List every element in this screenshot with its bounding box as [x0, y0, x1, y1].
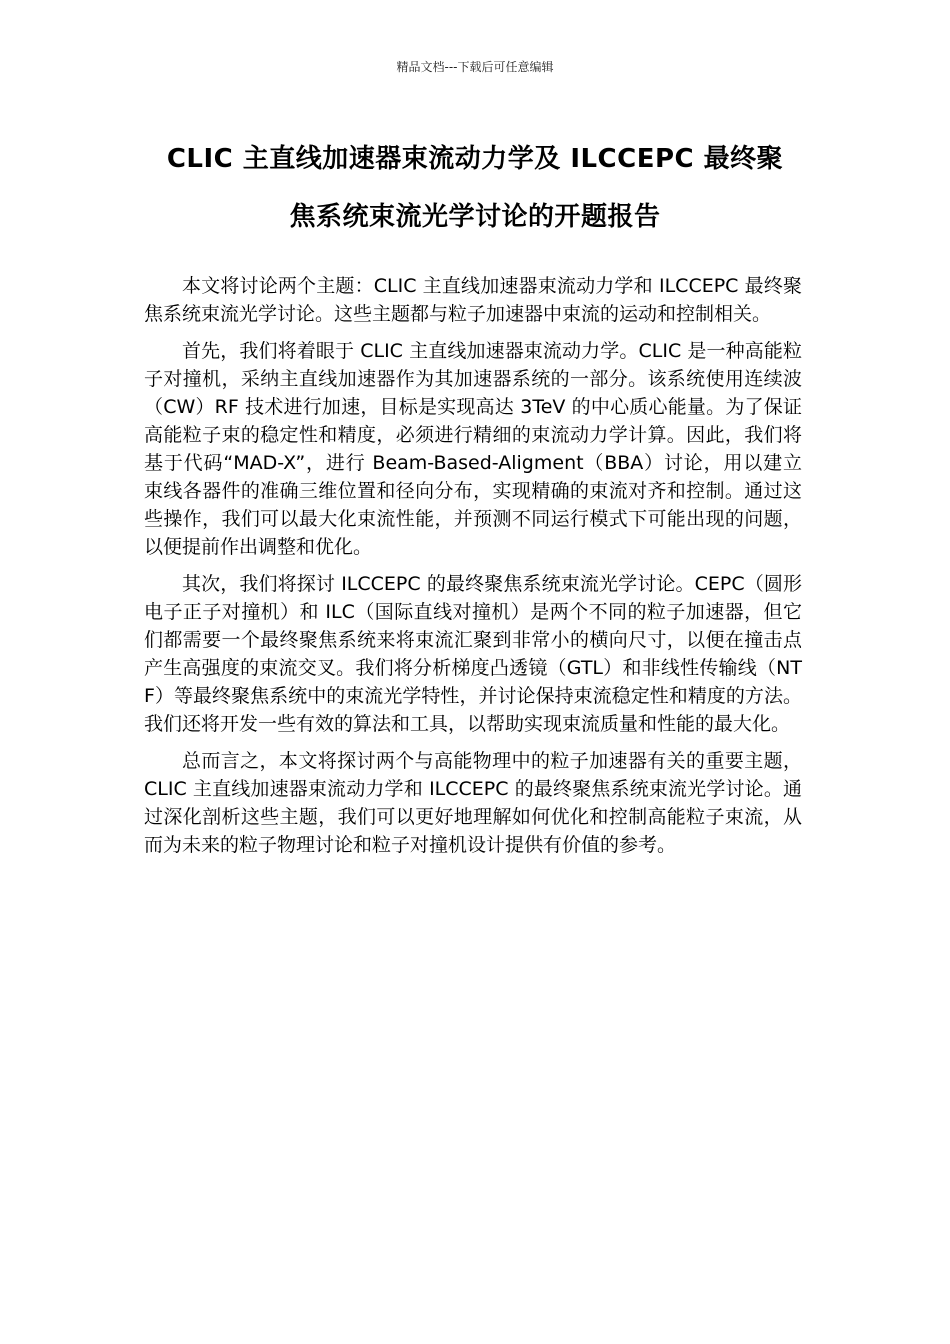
title-line-2: 焦系统束流光学讨论的开题报告 [289, 202, 661, 232]
paragraph-2: 首先，我们将着眼于 CLIC 主直线加速器束流动力学。CLIC 是一种高能粒子对撞机，采纳主直线加速器作为其加速器系统的一部分。该系统使用连续波（CW）RF 技术进行加速，目标是实现高达 3TeV 的中心质心能量。为了保证高能粒子束的稳定性和精度，必须进行精细的束流动力学计算。因此，我们将基于代码“MAD-X”，进行 Beam-Based-Aligment（BBA）讨论，用以建立束线各器件的准确三维位置和径向分布，实现精确的束流对齐和控制。通过这些操作，我们可以最大化束流性能，并预测不同运行模式下可能出现的问题，以便提前作出调整和优化。 [144, 340, 802, 558]
document-body [144, 272, 802, 868]
paragraph-4: 总而言之，本文将探讨两个与高能物理中的粒子加速器有关的重要主题，CLIC 主直线加速器束流动力学和 ILCCEPC 的最终聚焦系统束流光学讨论。通过深化剖析这些主题，我们可以更好地理解如何优化和控制高能粒子束流，从而为未来的粒子物理讨论和粒子对撞机设计提供有价值的参考。 [144, 750, 802, 856]
title-line-1: CLIC 主直线加速器束流动力学及 ILCCEPC 最终聚 [166, 144, 784, 174]
paragraph-3: 其次，我们将探讨 ILCCEPC 的最终聚焦系统束流光学讨论。CEPC（圆形电子正子对撞机）和 ILC（国际直线对撞机）是两个不同的粒子加速器，但它们都需要一个最终聚焦系统来将束流汇聚到非常小的横向尺寸，以便在撞击点产生高强度的束流交叉。我们将分析梯度凸透镜（GTL）和非线性传输线（NTF）等最终聚焦系统中的束流光学特性，并讨论保持束流稳定性和精度的方法。我们还将开发一些有效的算法和工具，以帮助实现束流质量和性能的最大化。 [144, 573, 802, 735]
document-title [130, 130, 820, 246]
page-header: 精品文档---下载后可任意编辑 [396, 60, 554, 74]
paragraph-1: 本文将讨论两个主题：CLIC 主直线加速器束流动力学和 ILCCEPC 最终聚焦系统束流光学讨论。这些主题都与粒子加速器中束流的运动和控制相关。 [144, 275, 802, 325]
